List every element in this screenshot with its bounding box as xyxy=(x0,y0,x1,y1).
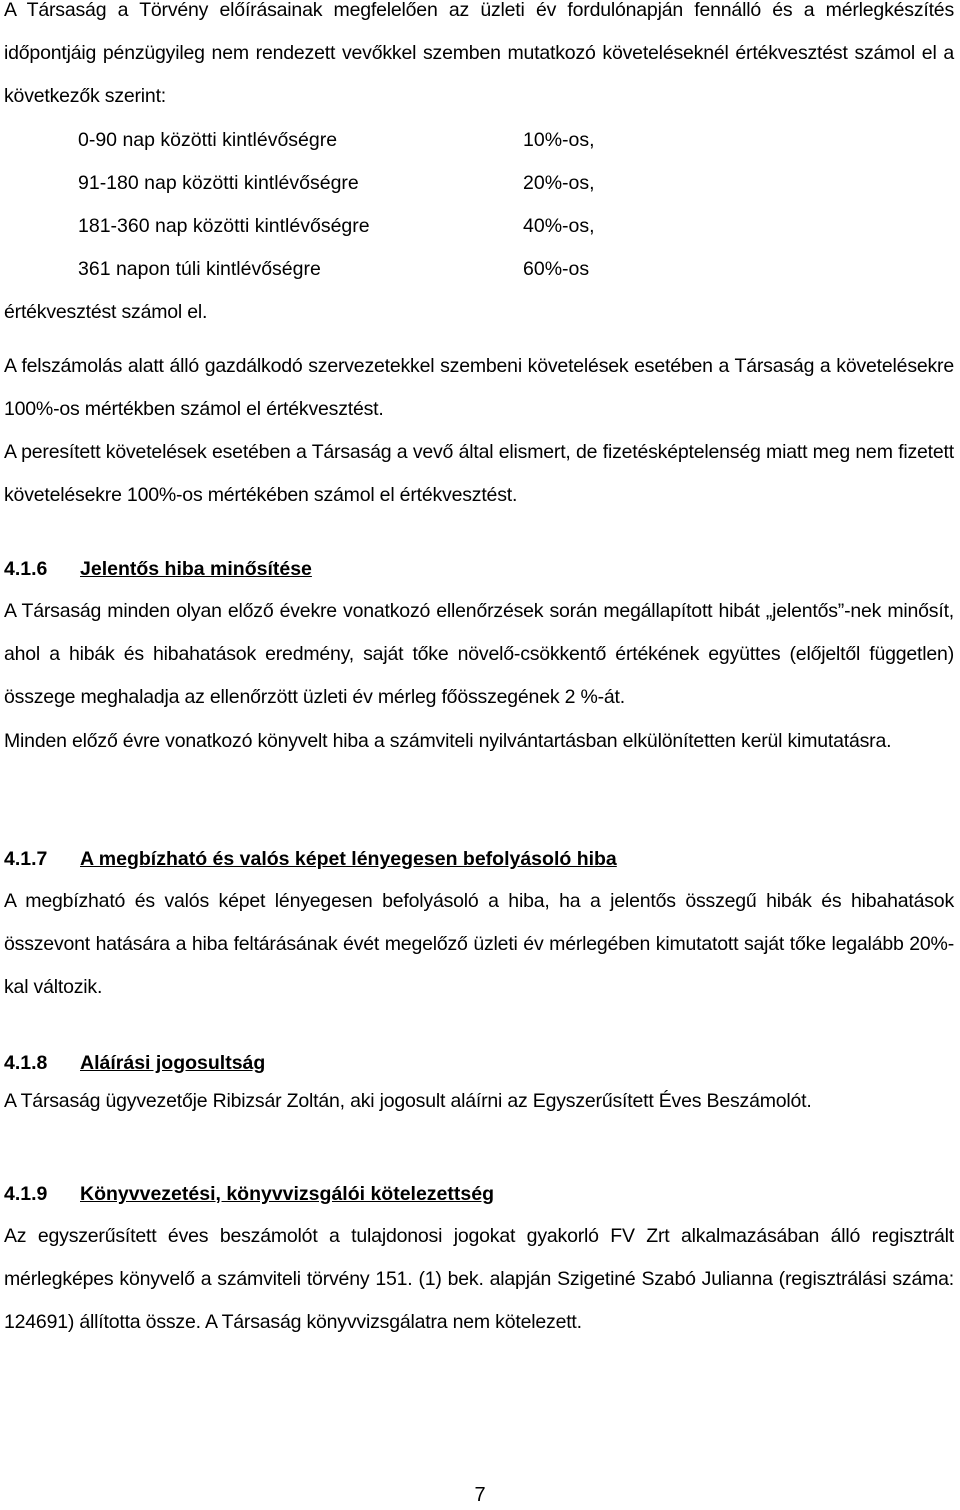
section-heading-417 xyxy=(4,838,617,881)
section-416-paragraph-2: Minden előző évre vonatkozó könyvelt hiba a számviteli nyilvántartásban elkülönítetten kerül kimutatásra. xyxy=(4,730,892,752)
section-418-paragraph: A Társaság ügyvezetője Ribizsár Zoltán, aki jogosult aláírni az Egyszerűsített Éves Beszámolót. xyxy=(4,1090,812,1112)
section-417-paragraph: A megbízható és valós képet lényegesen befolyásoló a hiba, ha a jelentős összegű hibák és hibahatások összevont hatására a hiba feltárásának évét megelőző üzleti év mérlegében kimutatott saját tőke legalább 20%-kal változik. xyxy=(4,890,954,998)
rate-value: 40%-os, xyxy=(523,215,595,237)
section-heading-416 xyxy=(4,548,312,591)
rate-row xyxy=(78,205,778,248)
rate-row xyxy=(78,162,778,205)
section-heading-418 xyxy=(4,1042,265,1085)
rate-label: 0-90 nap közötti kintlévőségre xyxy=(78,129,338,151)
section-416-paragraph-1: A Társaság minden olyan előző évekre vonatkozó ellenőrzések során megállapított hibát „jelentős”-nek minősít, ahol a hibák és hibahatások eredmény, saját tőke növelő-csökkentő értékének együttes (előjeltől független) összege meghaladja az ellenőrzött üzleti év mérleg főösszegének 2 %-át. xyxy=(4,600,954,708)
section-number: 4.1.8 xyxy=(4,1052,48,1074)
rate-label: 91-180 nap közötti kintlévőségre xyxy=(78,172,359,194)
section-number: 4.1.9 xyxy=(4,1183,48,1205)
page-number: 7 xyxy=(474,1484,486,1506)
section-title: Jelentős hiba minősítése xyxy=(80,558,312,580)
section-title: Könyvvezetési, könyvvizsgálói kötelezettség xyxy=(80,1183,494,1205)
liquidation-paragraph: A felszámolás alatt álló gazdálkodó szervezetekkel szembeni követelések esetében a Társaság a követelésekre 100%-os mértékben számol el értékvesztést. xyxy=(4,355,954,420)
intro-paragraph: A Társaság a Törvény előírásainak megfelelően az üzleti év fordulónapján fennálló és a mérlegkészítés időpontjáig pénzügyileg nem rendezett vevőkkel szemben mutatkozó követeléseknél értékvesztést számol el a következők szerint: xyxy=(4,0,954,107)
section-number: 4.1.7 xyxy=(4,848,48,870)
rate-value: 20%-os, xyxy=(523,172,595,194)
rate-value: 10%-os, xyxy=(523,129,595,151)
rate-label: 181-360 nap közötti kintlévőségre xyxy=(78,215,370,237)
section-number: 4.1.6 xyxy=(4,558,48,580)
section-title: A megbízható és valós képet lényegesen befolyásoló hiba xyxy=(80,848,617,870)
rate-row xyxy=(78,248,778,291)
litigation-paragraph: A peresített követelések esetében a Társaság a vevő által elismert, de fizetésképtelenség miatt meg nem fizetett követelésekre 100%-os mértékében számol el értékvesztést. xyxy=(4,441,954,506)
section-heading-419 xyxy=(4,1173,494,1216)
section-title: Aláírási jogosultság xyxy=(80,1052,266,1074)
rate-value: 60%-os xyxy=(523,258,590,280)
section-419-paragraph: Az egyszerűsített éves beszámolót a tulajdonosi jogokat gyakorló FV Zrt alkalmazásában álló regisztrált mérlegképes könyvelő a számviteli törvény 151. (1) bek. alapján Szigetiné Szabó Julianna (regisztrálási száma: 124691) állította össze. A Társaság könyvvizsgálatra nem kötelezett. xyxy=(4,1225,954,1333)
rates-tail-text: értékvesztést számol el. xyxy=(4,301,208,323)
rate-row xyxy=(78,119,778,162)
rate-label: 361 napon túli kintlévőségre xyxy=(78,258,321,280)
